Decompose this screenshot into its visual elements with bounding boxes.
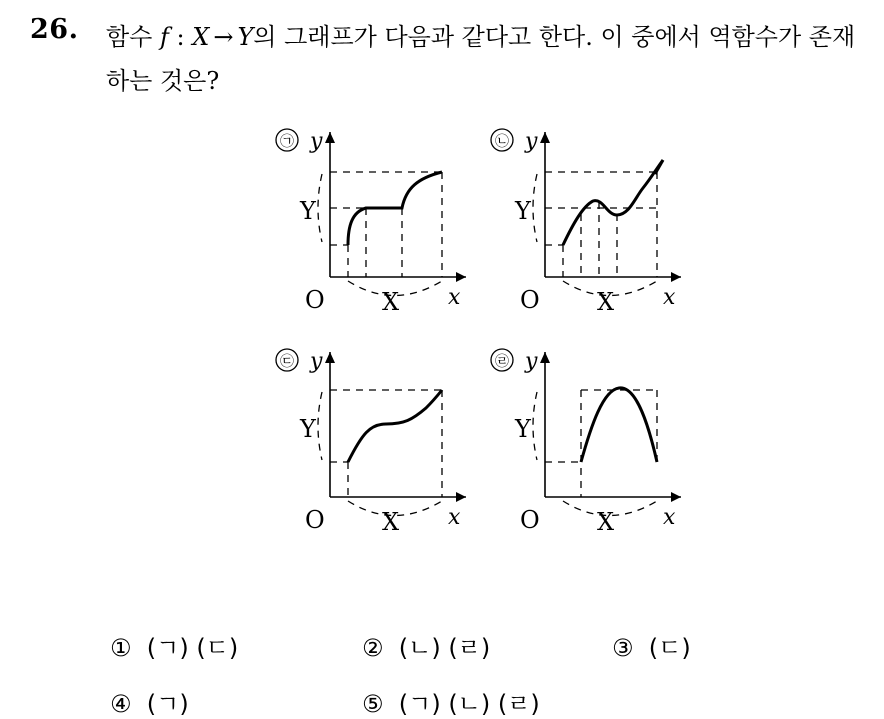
graph-c-figure xyxy=(270,338,470,558)
question-number: 26. xyxy=(30,14,79,45)
graph-c-origin-label: O xyxy=(305,506,325,534)
graph-c-y-label: y xyxy=(310,349,323,374)
graph-b-marker: ㉡ xyxy=(495,134,509,150)
graph-c xyxy=(270,338,470,558)
choice-5-number: ⑤ xyxy=(362,690,384,718)
choice-1-text: (ㄱ) (ㄷ) xyxy=(146,634,239,662)
choice-3-number: ③ xyxy=(612,634,634,662)
function-symbol: f xyxy=(160,23,169,51)
graph-b-y-label: y xyxy=(525,129,538,154)
graph-a-figure xyxy=(270,118,470,338)
graph-b-codomain-label: Y xyxy=(515,197,531,225)
math-colon: : xyxy=(168,23,193,51)
graph-a-marker: ㉠ xyxy=(280,134,294,150)
question-text-prefix: 함수 xyxy=(106,23,160,51)
choice-4-text: (ㄱ) xyxy=(146,690,189,718)
graph-d-codomain-label: Y xyxy=(515,415,531,443)
graph-c-marker: ㉢ xyxy=(280,354,294,370)
graph-c-codomain-label: Y xyxy=(300,415,316,443)
choice-3[interactable] xyxy=(612,628,691,663)
graph-b-domain-label: X xyxy=(597,288,615,316)
question-text xyxy=(106,15,866,103)
choice-2-text: (ㄴ) (ㄹ) xyxy=(398,634,491,662)
choice-2-number: ② xyxy=(362,634,384,662)
graph-a-codomain-label: Y xyxy=(300,197,316,225)
choice-5-text: (ㄱ) (ㄴ) (ㄹ) xyxy=(398,690,540,718)
question-text-suffix: 의 그래프가 다음과 같다고 한다. 이 중에서 역함수가 존재하는 것은? xyxy=(106,23,856,95)
graph-a xyxy=(270,118,470,338)
choice-1-number: ① xyxy=(110,634,132,662)
graph-a-x-label: x xyxy=(448,285,461,310)
graph-b-origin-label: O xyxy=(520,286,540,314)
graph-d-origin-label: O xyxy=(520,506,540,534)
graph-d-marker: ㉣ xyxy=(495,354,509,370)
maps-to-arrow: → xyxy=(213,23,234,51)
codomain-set-symbol: Y xyxy=(237,23,254,51)
graph-b-x-label: x xyxy=(663,285,676,310)
graph-c-domain-label: X xyxy=(382,508,400,536)
choice-1[interactable] xyxy=(110,628,238,663)
choice-5[interactable] xyxy=(362,684,540,719)
graph-a-y-label: y xyxy=(310,129,323,154)
graph-a-origin-label: O xyxy=(305,286,325,314)
choice-2[interactable] xyxy=(362,628,490,663)
graph-d-figure xyxy=(485,338,685,558)
choice-4[interactable] xyxy=(110,684,189,719)
graph-d-x-label: x xyxy=(663,505,676,530)
graph-d-domain-label: X xyxy=(597,508,615,536)
graph-d-y-label: y xyxy=(525,349,538,374)
graph-b xyxy=(485,118,685,338)
graph-c-x-label: x xyxy=(448,505,461,530)
choice-4-number: ④ xyxy=(110,690,132,718)
graph-a-domain-label: X xyxy=(382,288,400,316)
graph-d xyxy=(485,338,685,558)
domain-set-symbol: X xyxy=(192,23,210,51)
choice-3-text: (ㄷ) xyxy=(648,634,691,662)
graph-b-figure xyxy=(485,118,685,338)
